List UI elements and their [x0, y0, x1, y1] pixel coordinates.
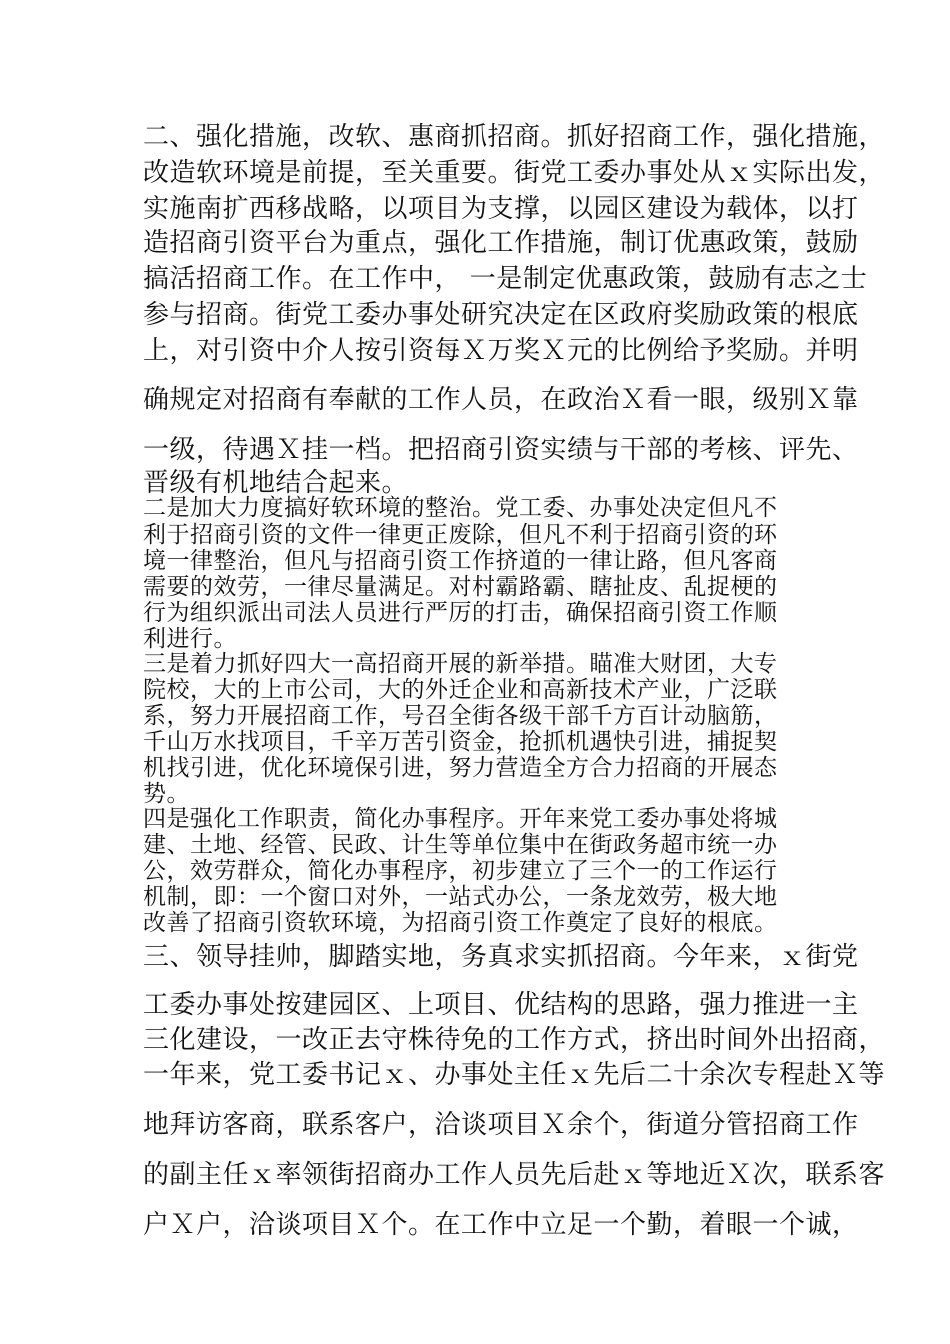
- section-three-line-7: 户Ｘ户，洽谈项目Ｘ个。在工作中立足一个勤，着眼一个诚，: [143, 1210, 859, 1240]
- point-three-line-4: 千山万水找项目，千辛万苦引资金，抢抓机遇快引进，捕捉契: [143, 729, 778, 755]
- section-three-line-2: 工委办事处按建园区、上项目、优结构的思路，强力推进一主: [143, 990, 859, 1020]
- section-three-line-4: 一年来，党工委书记ｘ、办事处主任ｘ先后二十余次专程赴Ｘ等: [143, 1060, 886, 1090]
- point-four-line-5: 改善了招商引资软环境，为招商引资工作奠定了良好的根底。: [143, 910, 778, 936]
- point-two-line-6: 利进行。: [143, 626, 237, 652]
- point-three-line-2: 院校，大的上市公司，大的外迁企业和高新技术产业，广泛联: [143, 677, 778, 703]
- point-four-line-2: 建、土地、经管、民政、计生等单位集中在街政务超市统一办: [143, 832, 778, 858]
- section-three-line-6: 的副主任ｘ率领街招商办工作人员先后赴ｘ等地近Ｘ次，联系客: [143, 1160, 886, 1190]
- point-two-line-5: 行为组织派出司法人员进行严厉的打击，确保招商引资工作顺: [143, 600, 778, 626]
- section-three-line-3: 三化建设，一改正去守株待免的工作方式，挤出时间外出招商，: [143, 1025, 886, 1055]
- section-two-line-3: 实施南扩西移战略，以项目为支撑，以园区建设为载体，以打: [143, 194, 859, 224]
- section-two-line-10: 晋级有机地结合起来。: [143, 468, 409, 498]
- section-two-line-9: 一级，待遇Ｘ挂一档。把招商引资实绩与干部的考核、评先、: [143, 435, 859, 465]
- point-two-line-4: 需要的效劳，一律尽量满足。对村霸路霸、瞎扯皮、乱捉梗的: [143, 574, 778, 600]
- section-two-line-8: 确规定对招商有奉献的工作人员，在政治Ｘ看一眼，级别Ｘ靠: [143, 385, 859, 415]
- point-three-line-1: 三是着力抓好四大一高招商开展的新举措。瞄准大财团，大专: [143, 651, 778, 677]
- section-three-line-1: 三、领导挂帅，脚踏实地，务真求实抓招商。今年来，ｘ街党: [143, 942, 859, 972]
- point-four-line-3: 公，效劳群众，简化办事程序，初步建立了三个一的工作运行: [143, 858, 778, 884]
- section-two-line-7: 上，对引资中介人按引资每Ｘ万奖Ｘ元的比例给予奖励。并明: [143, 336, 859, 366]
- point-two-line-2: 利于招商引资的文件一律更正废除，但凡不利于招商引资的环: [143, 522, 778, 548]
- point-two-line-1: 二是加大力度搞好软环境的整治。党工委、办事处决定但凡不: [143, 495, 778, 521]
- point-three-line-3: 系，努力开展招商工作，号召全街各级干部千方百计动脑筋，: [143, 703, 778, 729]
- section-two-line-5: 搞活招商工作。在工作中， 一是制定优惠政策，鼓励有志之士: [143, 264, 868, 294]
- section-two-line-1: 二、强化措施，改软、惠商抓招商。抓好招商工作，强化措施，: [143, 122, 886, 152]
- section-two-line-2: 改造软环境是前提，至关重要。街党工委办事处从ｘ实际出发，: [143, 158, 886, 188]
- point-three-line-5: 机找引进，优化环境保引进，努力营造全方合力招商的开展态: [143, 755, 778, 781]
- point-three-line-6: 势。: [143, 781, 190, 807]
- section-three-line-5: 地拜访客商，联系客户，洽谈项目Ｘ余个，街道分管招商工作: [143, 1110, 859, 1140]
- point-four-line-1: 四是强化工作职责，简化办事程序。开年来党工委办事处将城: [143, 806, 778, 832]
- section-two-line-4: 造招商引资平台为重点，强化工作措施，制订优惠政策，鼓励: [143, 228, 859, 258]
- point-four-line-4: 机制，即：一个窗口对外，一站式办公，一条龙效劳，极大地: [143, 884, 778, 910]
- section-two-line-6: 参与招商。街党工委办事处研究决定在区政府奖励政策的根底: [143, 300, 859, 330]
- point-two-line-3: 境一律整治，但凡与招商引资工作挤道的一律让路，但凡客商: [143, 548, 778, 574]
